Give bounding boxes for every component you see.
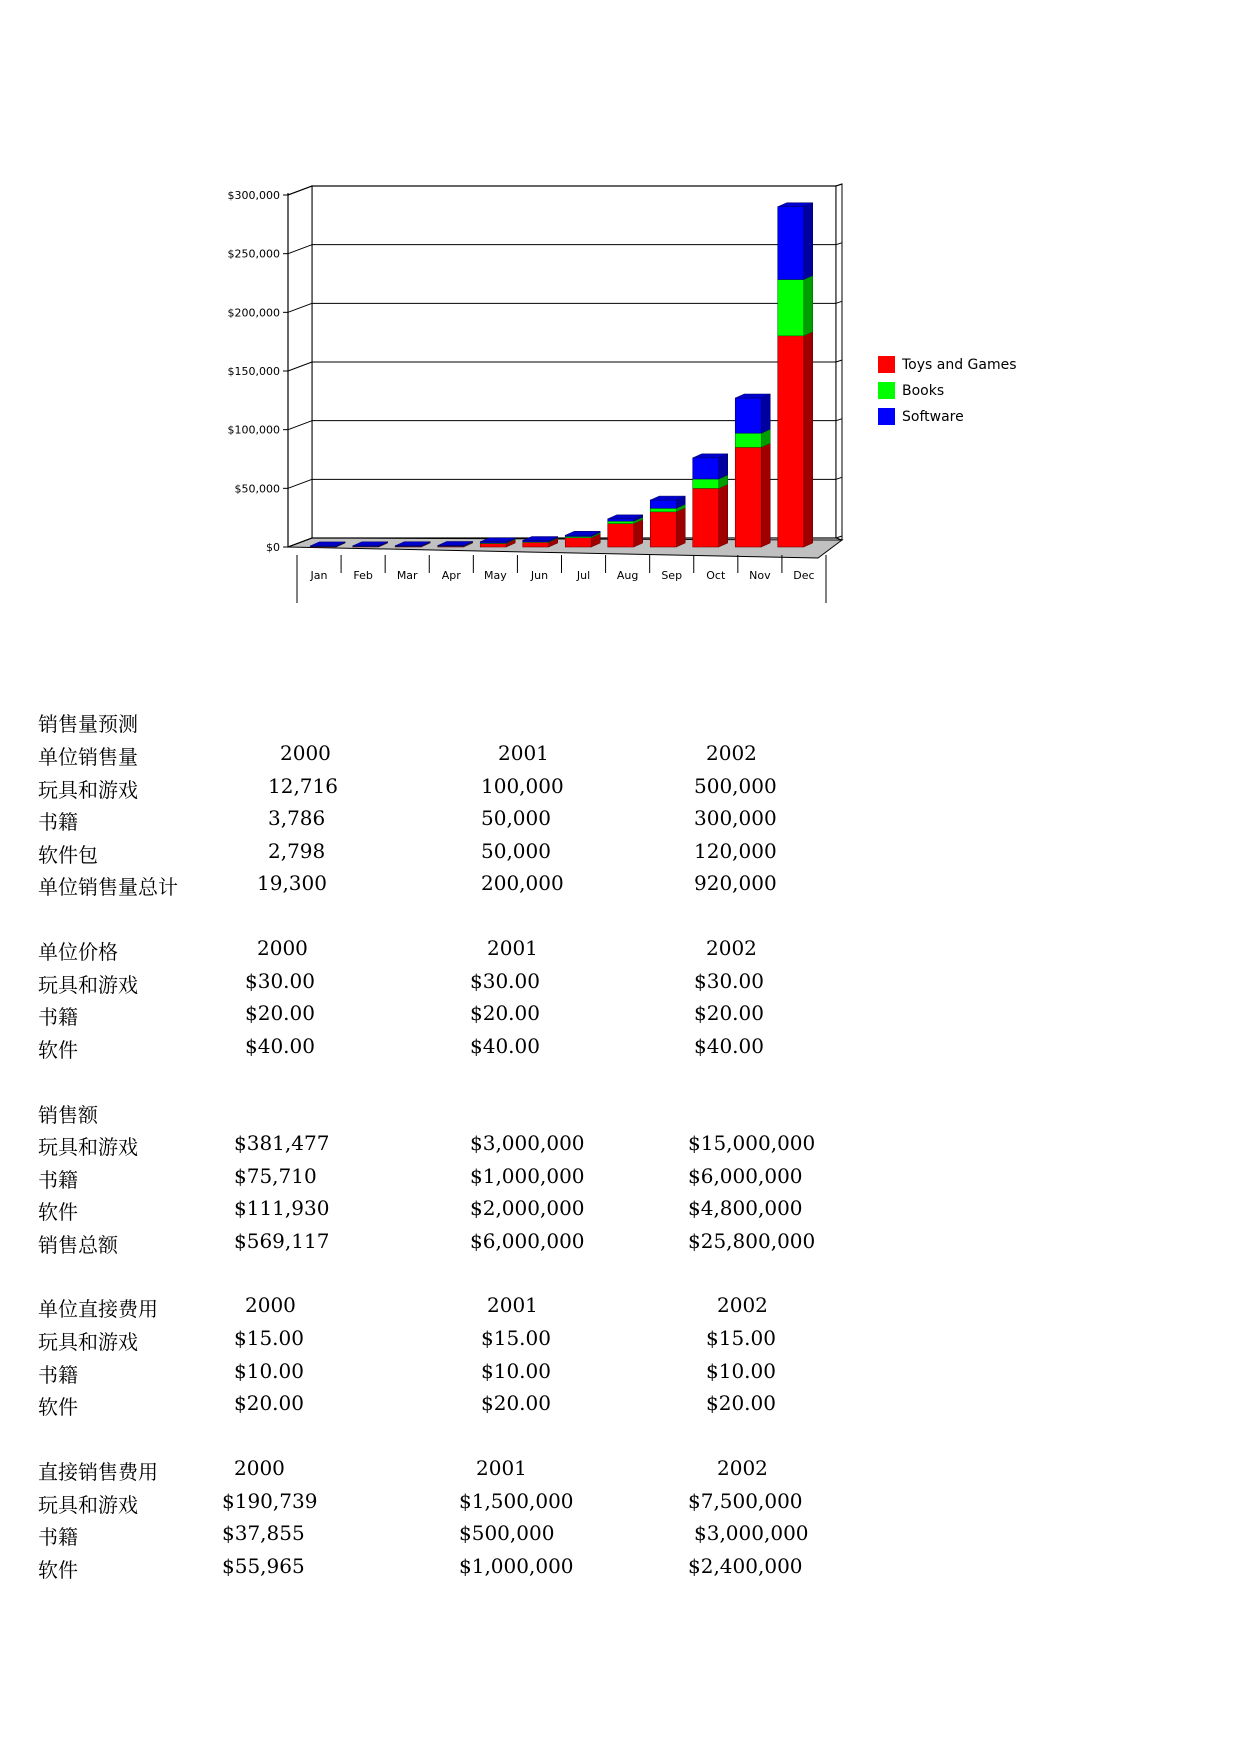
table-row <box>0 1034 1241 1066</box>
x-tick-label: Dec <box>793 569 815 582</box>
value-2000: $20.00 <box>234 1391 304 1415</box>
y-tick-label: $50,000 <box>234 482 280 496</box>
value-2000: $569,117 <box>234 1229 330 1253</box>
chart-legend <box>878 356 1017 425</box>
year-2001: 2001 <box>487 936 538 960</box>
row-label: 书籍 <box>38 1168 78 1192</box>
value-2001: 50,000 <box>481 839 551 863</box>
y-tick-label: $300,000 <box>227 189 280 202</box>
table-row <box>0 1521 1241 1553</box>
sales-chart <box>0 0 1241 640</box>
value-2000: $30.00 <box>245 969 315 993</box>
value-2001: $15.00 <box>481 1326 551 1350</box>
bar-segment <box>523 542 549 547</box>
value-2001: $20.00 <box>481 1391 551 1415</box>
table-row <box>0 969 1241 1001</box>
value-2002: $7,500,000 <box>688 1489 803 1513</box>
table-row <box>0 1489 1241 1521</box>
table-row <box>0 1554 1241 1586</box>
bar-segment <box>693 488 719 547</box>
x-tick-label: Jun <box>530 569 549 582</box>
value-2000: $55,965 <box>222 1554 305 1578</box>
table-row <box>0 1001 1241 1033</box>
value-2002: $20.00 <box>706 1391 776 1415</box>
x-tick-label: Mar <box>396 569 418 582</box>
bar-side <box>761 394 770 433</box>
value-2001: $6,000,000 <box>470 1229 585 1253</box>
legend-swatch <box>878 356 895 373</box>
row-label: 书籍 <box>38 810 78 834</box>
row-label: 玩具和游戏 <box>38 1135 138 1159</box>
row-label: 软件 <box>38 1200 78 1224</box>
y-tick-label: $150,000 <box>227 365 280 378</box>
value-2001: $500,000 <box>459 1521 555 1545</box>
year-2001: 2001 <box>476 1456 527 1480</box>
table-row <box>0 774 1241 806</box>
table-row <box>0 1131 1241 1163</box>
value-2002: $40.00 <box>694 1034 764 1058</box>
year-2002: 2002 <box>706 741 757 765</box>
section-label: 销售额 <box>38 1103 98 1127</box>
row-label: 玩具和游戏 <box>38 778 138 802</box>
year-2002: 2002 <box>717 1456 768 1480</box>
table-row <box>0 1229 1241 1261</box>
y-tick-label: $0 <box>266 541 280 554</box>
value-2000: $20.00 <box>245 1001 315 1025</box>
section-label: 单位直接费用 <box>38 1297 158 1321</box>
value-2000: $40.00 <box>245 1034 315 1058</box>
value-2000: 19,300 <box>257 871 327 895</box>
value-2002: 920,000 <box>694 871 777 895</box>
value-2000: 3,786 <box>268 806 326 830</box>
value-2001: 50,000 <box>481 806 551 830</box>
report-title: 销售量预测 <box>38 712 138 736</box>
table-row <box>0 1359 1241 1391</box>
legend-swatch <box>878 382 895 399</box>
table-row <box>0 1326 1241 1358</box>
value-2002: $2,400,000 <box>688 1554 803 1578</box>
x-tick-label: Aug <box>616 569 639 582</box>
row-label: 书籍 <box>38 1525 78 1549</box>
bar-side <box>804 275 813 335</box>
bar-side <box>761 443 770 547</box>
bar-segment <box>650 500 676 508</box>
value-2001: $1,000,000 <box>470 1164 585 1188</box>
bar-segment <box>693 479 719 488</box>
value-2002: $20.00 <box>694 1001 764 1025</box>
value-2000: 12,716 <box>268 774 338 798</box>
row-label: 书籍 <box>38 1363 78 1387</box>
x-tick-label: May <box>484 569 507 582</box>
value-2000: $111,930 <box>234 1196 330 1220</box>
table-row <box>0 1391 1241 1423</box>
legend-label: Books <box>902 383 945 399</box>
row-label: 玩具和游戏 <box>38 973 138 997</box>
bar-segment <box>735 398 761 433</box>
value-2000: $37,855 <box>222 1521 305 1545</box>
y-tick-label: $250,000 <box>227 247 280 261</box>
year-2000: 2000 <box>245 1293 296 1317</box>
bar-side <box>804 203 813 280</box>
row-label: 软件 <box>38 1395 78 1419</box>
value-2000: 2,798 <box>268 839 326 863</box>
year-2001: 2001 <box>498 741 549 765</box>
section-label: 单位销售量 <box>38 745 138 769</box>
value-2001: $2,000,000 <box>470 1196 585 1220</box>
section-header-direct-sales-cost <box>0 1456 1241 1488</box>
value-2000: $190,739 <box>222 1489 318 1513</box>
value-2002: $4,800,000 <box>688 1196 803 1220</box>
value-2002: $25,800,000 <box>688 1229 816 1253</box>
bar-segment <box>735 433 761 447</box>
section-label: 直接销售费用 <box>38 1460 158 1484</box>
section-header-unit-direct-cost <box>0 1293 1241 1325</box>
bar-segment <box>778 207 804 280</box>
table-row <box>0 1196 1241 1228</box>
row-label: 软件 <box>38 1558 78 1582</box>
section-header-unit-sales <box>0 741 1241 773</box>
section-header-unit-price <box>0 936 1241 968</box>
value-2000: $15.00 <box>234 1326 304 1350</box>
bar-segment <box>608 519 634 521</box>
value-2001: $10.00 <box>481 1359 551 1383</box>
value-2001: $30.00 <box>470 969 540 993</box>
bar-segment <box>608 524 634 547</box>
year-2000: 2000 <box>257 936 308 960</box>
x-tick-label: Apr <box>441 569 461 582</box>
bar-segment <box>565 538 591 547</box>
bar-side <box>676 508 685 547</box>
y-tick-label: $200,000 <box>227 306 280 320</box>
value-2002: 300,000 <box>694 806 777 830</box>
x-tick-label: Nov <box>749 569 771 582</box>
value-2001: $1,500,000 <box>459 1489 574 1513</box>
value-2002: $10.00 <box>706 1359 776 1383</box>
section-label: 单位价格 <box>38 940 118 964</box>
table-row <box>0 871 1241 903</box>
legend-label: Software <box>902 409 964 425</box>
bar-side <box>719 484 728 547</box>
value-2000: $10.00 <box>234 1359 304 1383</box>
value-2000: $381,477 <box>234 1131 330 1155</box>
bar-segment <box>650 512 676 547</box>
bar-side <box>634 520 643 547</box>
table-row <box>0 806 1241 838</box>
value-2002: $30.00 <box>694 969 764 993</box>
bar-segment <box>735 447 761 547</box>
value-2002: 120,000 <box>694 839 777 863</box>
bar-segment <box>778 279 804 335</box>
row-label: 单位销售量总计 <box>38 875 178 899</box>
row-label: 软件包 <box>38 843 98 867</box>
table-row <box>0 1164 1241 1196</box>
value-2002: $15,000,000 <box>688 1131 816 1155</box>
row-label: 书籍 <box>38 1005 78 1029</box>
value-2001: $3,000,000 <box>470 1131 585 1155</box>
bar-side <box>804 332 813 547</box>
bar-segment <box>608 521 634 523</box>
bar-segment <box>778 336 804 547</box>
year-2001: 2001 <box>487 1293 538 1317</box>
row-label: 销售总额 <box>38 1233 118 1257</box>
row-label: 玩具和游戏 <box>38 1493 138 1517</box>
legend-label: Toys and Games <box>902 357 1017 373</box>
x-tick-label: Oct <box>706 569 726 582</box>
value-2002: $3,000,000 <box>694 1521 809 1545</box>
x-tick-label: Feb <box>353 569 373 582</box>
value-2001: $1,000,000 <box>459 1554 574 1578</box>
row-label: 玩具和游戏 <box>38 1330 138 1354</box>
year-2002: 2002 <box>717 1293 768 1317</box>
value-2001: 100,000 <box>481 774 564 798</box>
y-tick-label: $100,000 <box>227 423 280 437</box>
bar-side <box>719 454 728 479</box>
bar-segment <box>650 508 676 512</box>
row-label: 软件 <box>38 1038 78 1062</box>
value-2002: 500,000 <box>694 774 777 798</box>
legend-swatch <box>878 408 895 425</box>
bar-segment <box>480 543 506 547</box>
value-2002: $6,000,000 <box>688 1164 803 1188</box>
year-2000: 2000 <box>234 1456 285 1480</box>
value-2001: $40.00 <box>470 1034 540 1058</box>
section-header-sales <box>0 1099 1241 1131</box>
value-2002: $15.00 <box>706 1326 776 1350</box>
value-2000: $75,710 <box>234 1164 317 1188</box>
x-tick-label: Jan <box>310 569 328 582</box>
value-2001: $20.00 <box>470 1001 540 1025</box>
x-tick-label: Jul <box>576 569 591 582</box>
year-2002: 2002 <box>706 936 757 960</box>
table-row <box>0 839 1241 871</box>
bar-segment <box>693 458 719 479</box>
value-2001: 200,000 <box>481 871 564 895</box>
x-tick-label: Sep <box>661 569 683 582</box>
year-2000: 2000 <box>280 741 331 765</box>
